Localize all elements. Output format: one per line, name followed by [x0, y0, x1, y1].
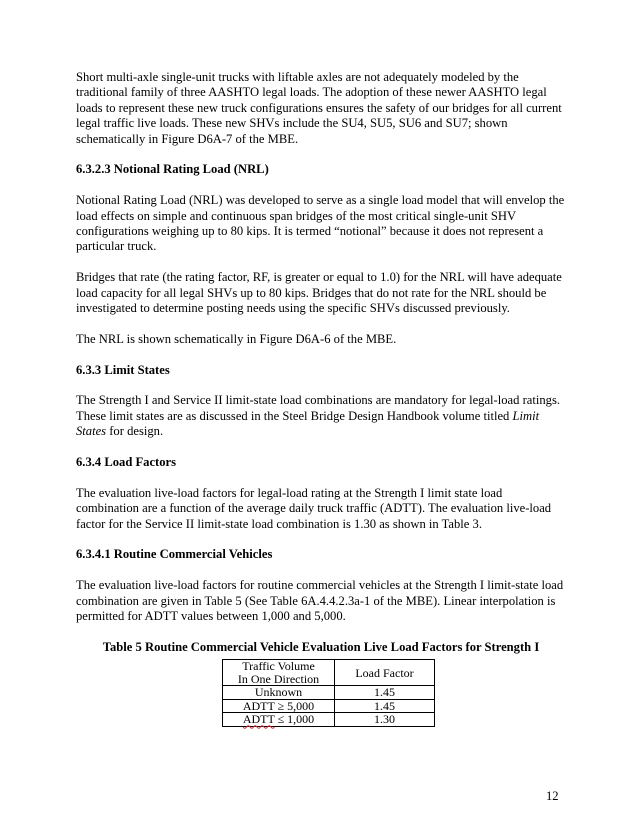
- header-traffic-volume-line1: Traffic Volume: [242, 659, 315, 674]
- cell-traffic-volume: [223, 699, 335, 713]
- paragraph-limit-states: [76, 393, 566, 439]
- heading-load-factors: 6.3.4 Load Factors: [76, 455, 177, 470]
- cell-load-factor: 1.45: [335, 699, 435, 713]
- volume-label: ADTT: [242, 712, 275, 727]
- page-number: 12: [546, 789, 559, 803]
- volume-label: ADTT: [242, 698, 275, 713]
- volume-value: ≥ 5,000: [274, 698, 315, 713]
- paragraph-nrl-definition: Notional Rating Load (NRL) was developed to serve as a single load model that will envelop the load effects on simple and continuous span bridges of the most critical single-unit SHV configurations weighing up to 80 kips. It is termed “notional” because it does not represent a particular truck.: [76, 193, 565, 254]
- table-caption: Table 5 Routine Commercial Vehicle Evaluation Live Load Factors for Strength I: [102, 639, 540, 654]
- table-row: [223, 699, 435, 713]
- page-content: [76, 70, 566, 727]
- cell-load-factor: 1.45: [335, 686, 435, 700]
- cell-load-factor: 1.30: [335, 713, 435, 727]
- load-factor-table: [222, 659, 435, 727]
- volume-label: Unknown: [254, 685, 303, 700]
- cell-traffic-volume: [223, 713, 335, 727]
- cell-traffic-volume: [223, 686, 335, 700]
- limit-states-italic-title: Limit States: [76, 408, 540, 439]
- heading-notional-rating-load: 6.3.2.3 Notional Rating Load (NRL): [76, 162, 269, 177]
- paragraph-shv-intro: Short multi-axle single-unit trucks with liftable axles are not adequately modeled by the traditional family of three AASHTO legal loads. The adoption of these newer AASHTO legal loads to represent these new truck configurations ensures the safety of our bridges for all current legal traffic live loads. These new SHVs include the SU4, SU5, SU6 and SU7; shown schematically in Figure D6A-7 of the MBE.: [76, 70, 562, 146]
- limit-states-text-before: The Strength I and Service II limit-state load combinations are mandatory for legal-load ratings. These limit states are as discussed in the Steel Bridge Design Handbook volume titled: [76, 393, 561, 423]
- heading-limit-states: 6.3.3 Limit States: [76, 362, 170, 377]
- table-header-row: [223, 660, 435, 686]
- header-traffic-volume-line2: In One Direction: [237, 671, 320, 686]
- paragraph-routine-commercial: The evaluation live-load factors for routine commercial vehicles at the Strength I limit-state load combination are given in Table 5 (See Table 6A.4.4.2.3a-1 of the MBE). Linear interpolation is permitted for ADTT values between 1,000 and 5,000.: [76, 578, 564, 624]
- paragraph-nrl-rating: Bridges that rate (the rating factor, RF, is greater or equal to 1.0) for the NRL will have adequate load capacity for all legal SHVs up to 80 kips. Bridges that do not rate for the NRL should be investigated to determine posting needs using the specific SHVs discussed previously.: [76, 270, 562, 316]
- volume-value: ≤ 1,000: [274, 712, 315, 727]
- table-row: [223, 686, 435, 700]
- paragraph-nrl-figure: The NRL is shown schematically in Figure D6A-6 of the MBE.: [76, 331, 397, 346]
- paragraph-load-factors: The evaluation live-load factors for legal-load rating at the Strength I limit state load combination are a function of the average daily truck traffic (ADTT). The evaluation live-load factor for the Service II limit-state load combination is 1.30 as shown in Table 3.: [76, 485, 552, 531]
- header-traffic-volume: [223, 660, 335, 686]
- table-row: [223, 713, 435, 727]
- limit-states-text-after: for design.: [106, 424, 164, 439]
- header-load-factor: Load Factor: [335, 660, 435, 686]
- heading-routine-commercial-vehicles: 6.3.4.1 Routine Commercial Vehicles: [76, 547, 273, 562]
